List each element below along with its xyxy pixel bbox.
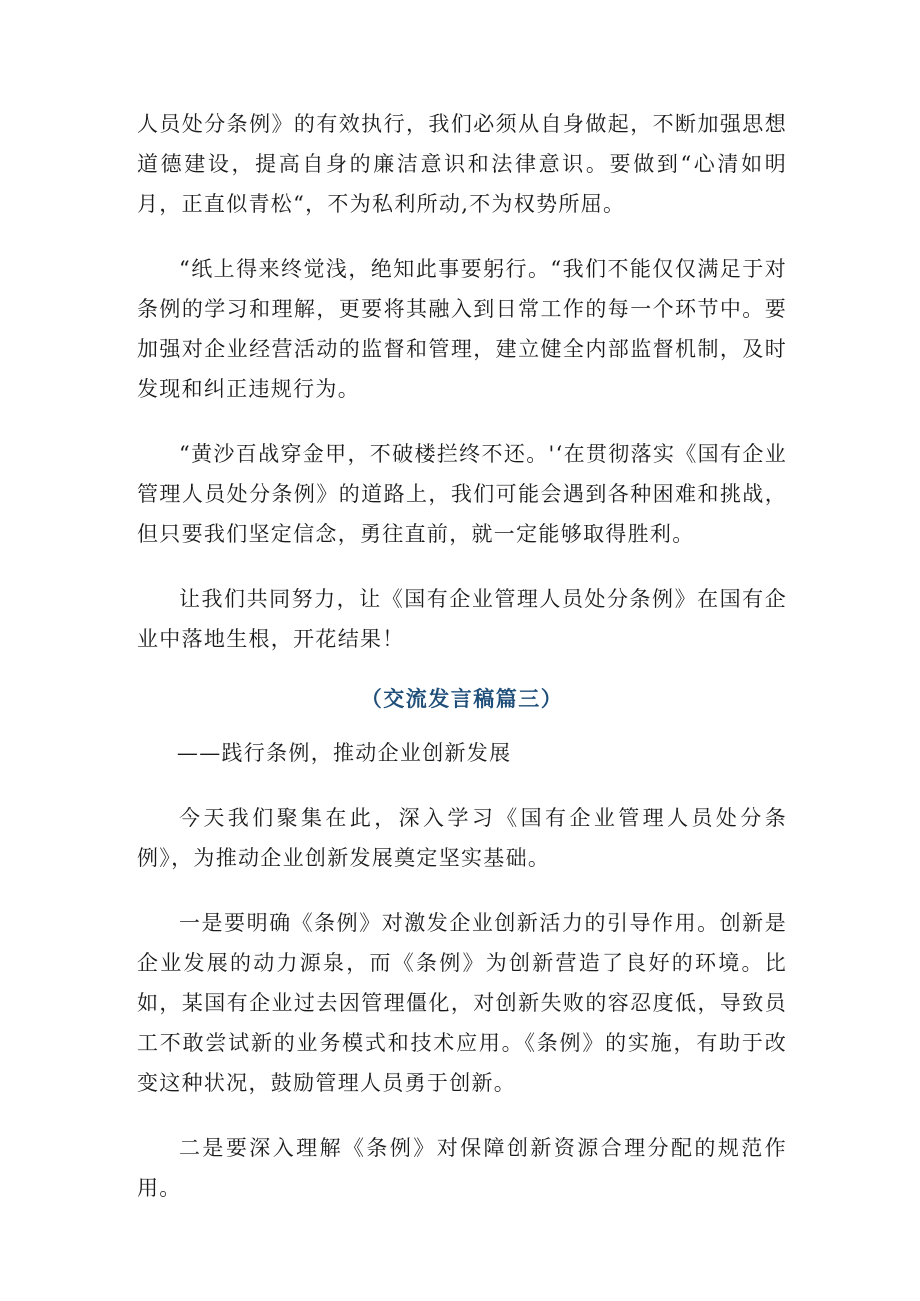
paragraph-3: “黄沙百战穿金甲，不破楼拦终不还。'‘在贯彻落实《国有企业管理人员处分条例》的道路上，我们可能会遇到各种困难和挑战，但只要我们坚定信念，勇往直前，就一定能够取得胜利。 (137, 442, 787, 546)
paragraph-6: 一是要明确《条例》对激发企业创新活力的引导作用。创新是企业发展的动力源泉，而《条例》为创新营造了良好的环境。比如，某国有企业过去因管理僵化，对创新失败的容忍度低，导致员工不敢尝试新的业务模式和技术应用。《条例》的实施，有助于改变这种状况，鼓励管理人员勇于创新。 (137, 911, 787, 1095)
paragraph-2: “纸上得来终觉浅，绝知此事要躬行。“我们不能仅仅满足于对条例的学习和理解，更要将其融入到日常工作的每一个环节中。要加强对企业经营活动的监督和管理，建立健全内部监督机制，及时发现和纠正违规行为。 (137, 257, 787, 401)
section-subtitle: ——践行条例，推动企业创新发展 (176, 741, 512, 765)
paragraph-7: 二是要深入理解《条例》对保障创新资源合理分配的规范作用。 (137, 1136, 787, 1200)
section-heading: （交流发言稿篇三） (360, 686, 564, 711)
paragraph-5: 今天我们聚集在此，深入学习《国有企业管理人员处分条例》，为推动企业创新发展奠定坚实基础。 (137, 806, 787, 870)
document-page (137, 104, 787, 1208)
paragraph-1: 人员处分条例》的有效执行，我们必须从自身做起，不断加强思想道德建设，提高自身的廉洁意识和法律意识。要做到“心清如明月，正直似青松“，不为私利所动,不为权势所屈。 (137, 112, 787, 216)
paragraph-4: 让我们共同努力，让《国有企业管理人员处分条例》在国有企业中落地生根，开花结果！ (137, 587, 787, 651)
